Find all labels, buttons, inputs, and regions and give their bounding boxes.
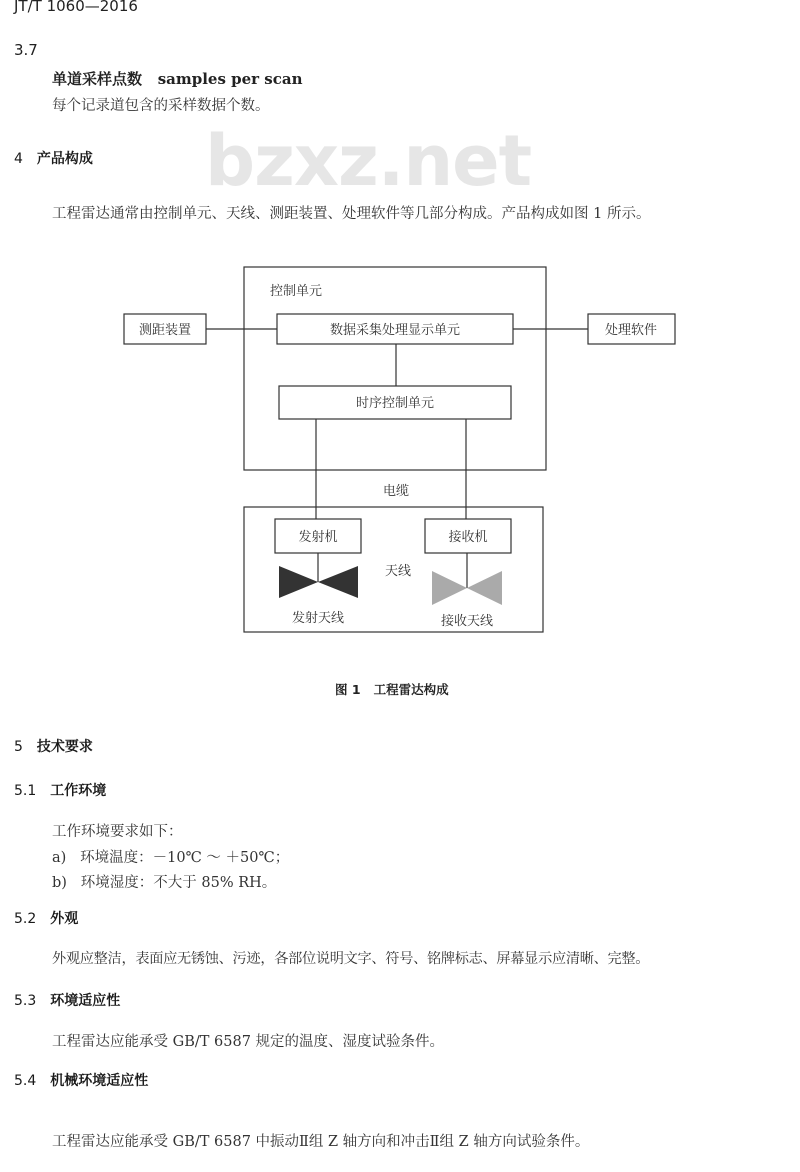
heading-number: 4	[14, 151, 23, 167]
caption-text: 工程雷达构成	[373, 682, 449, 697]
rx-antenna-left-icon	[432, 571, 467, 605]
label-receiver: 接收机	[448, 530, 488, 545]
list-text: 环境温度：－10℃ ～ ＋50℃；	[80, 850, 290, 866]
heading-title: 环境适应性	[50, 993, 121, 1009]
label-data-unit: 数据采集处理显示单元	[329, 323, 461, 338]
heading-title: 技术要求	[36, 739, 93, 755]
paragraph: 外观应整洁，表面应无锈蚀、污迹，各部位说明文字、符号、铭牌标志、屏幕显示应清晰、完整。	[52, 951, 650, 967]
heading-number: 5.3	[14, 993, 37, 1009]
list-label: a)	[52, 850, 67, 866]
caption-number: 图 1	[335, 682, 361, 697]
heading-title: 外观	[50, 911, 79, 927]
label-tx-antenna: 发射天线	[291, 611, 345, 626]
label-cable: 电缆	[382, 484, 410, 499]
term-en: samples per scan	[157, 70, 303, 88]
paragraph: 工程雷达应能承受 GB/T 6587 规定的温度、湿度试验条件。	[52, 1034, 445, 1050]
figure-caption	[335, 680, 449, 698]
label-rx-antenna: 接收天线	[440, 614, 494, 629]
watermark: bzxz.net	[205, 120, 532, 202]
heading-title: 产品构成	[36, 151, 93, 167]
paragraph: 工程雷达通常由控制单元、天线、测距装置、处理软件等几部分构成。产品构成如图 1 所示。	[52, 206, 651, 222]
paragraph: 工作环境要求如下：	[52, 824, 183, 840]
heading-title: 机械环境适应性	[50, 1073, 149, 1089]
term-definition: 每个记录道包含的采样数据个数。	[52, 98, 270, 114]
heading-number: 5.4	[14, 1073, 37, 1089]
heading-title: 工作环境	[50, 783, 107, 799]
heading-5-3	[14, 990, 120, 1010]
label-transmitter: 发射机	[298, 530, 338, 545]
tx-antenna-left-icon	[279, 566, 318, 598]
heading-5-1	[14, 780, 106, 800]
heading-5	[14, 736, 93, 756]
section-number: 3.7	[14, 41, 38, 59]
list-item	[52, 846, 289, 867]
label-software: 处理软件	[604, 323, 658, 338]
label-timing-unit: 时序控制单元	[355, 396, 435, 411]
heading-number: 5.1	[14, 783, 37, 799]
list-text: 环境湿度：不大于 85% RH。	[80, 875, 277, 891]
document-header: JT/T 1060—2016	[14, 0, 138, 15]
heading-5-4	[14, 1070, 148, 1090]
term-zh: 单道采样点数	[52, 70, 143, 88]
label-ranging-device: 测距装置	[138, 323, 192, 338]
rx-antenna-right-icon	[467, 571, 502, 605]
heading-5-2	[14, 908, 78, 928]
heading-number: 5	[14, 739, 23, 755]
label-antenna: 天线	[384, 564, 412, 579]
label-control-unit: 控制单元	[270, 284, 323, 299]
paragraph: 工程雷达应能承受 GB/T 6587 中振动Ⅱ组 Z 轴方向和冲击Ⅱ组 Z 轴方向试验条件。	[52, 1134, 590, 1150]
list-label: b)	[52, 875, 67, 891]
list-item	[52, 871, 276, 892]
tx-antenna-right-icon	[318, 566, 358, 598]
heading-number: 5.2	[14, 911, 37, 927]
